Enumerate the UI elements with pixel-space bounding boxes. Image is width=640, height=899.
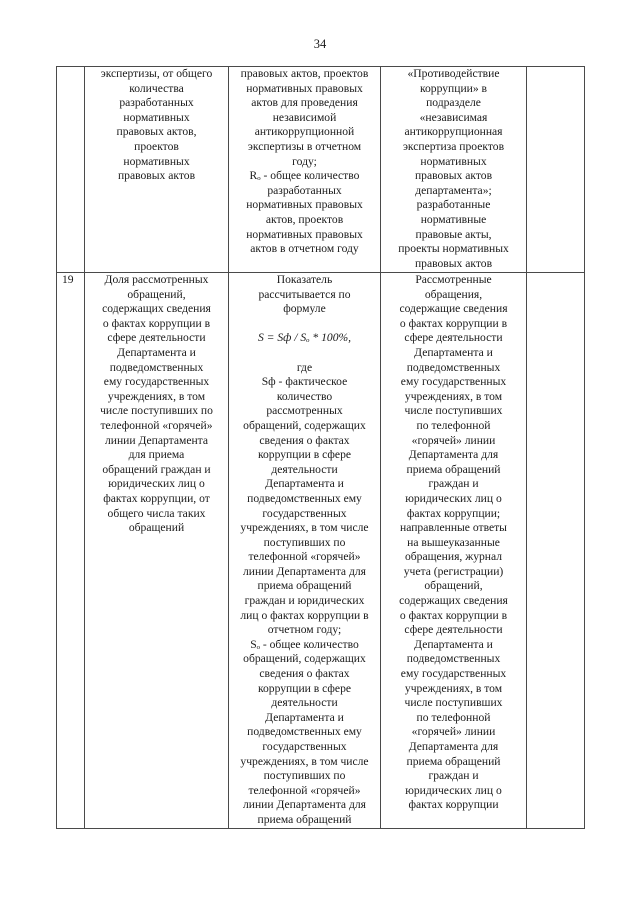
- cell-text-line: подведомственных ему: [247, 491, 362, 505]
- cell-text-line: экспертизы, от общего: [100, 67, 213, 80]
- cell-text-line: подведомственных: [406, 652, 501, 666]
- cell-text-line: сфере деятельности: [404, 623, 503, 637]
- cell-text-line: Sф - фактическое: [261, 375, 348, 389]
- cell-text-line: учреждениях, в том: [404, 681, 503, 695]
- cell-text-line: учреждениях, в том числе: [240, 754, 369, 768]
- cell-text-line: подведомственных: [109, 360, 204, 374]
- row-number-cell: [57, 67, 85, 273]
- data-source-cell: [381, 67, 527, 273]
- cell-text-line: Департамента для: [408, 740, 499, 753]
- cell-text-line: нормативных: [123, 154, 190, 168]
- cell-text-line: числе поступивших по: [100, 404, 213, 418]
- cell-text-line: «горячей» линии: [411, 433, 496, 447]
- cell-text-line: правовые акты,: [415, 227, 492, 241]
- cell-text-line: Департамента и: [265, 710, 344, 724]
- cell-text-line: сведения о фактах: [259, 667, 350, 681]
- cell-text-line: юридических лиц о: [405, 491, 502, 505]
- cell-text-line: рассмотренных: [266, 404, 343, 418]
- cell-text-line: граждан и: [428, 477, 479, 491]
- table-row: [57, 273, 585, 829]
- cell-text-line: коррупции в сфере: [257, 448, 352, 462]
- cell-text-line: содержащие сведения: [399, 302, 508, 316]
- cell-text-line: о фактах коррупции в: [399, 316, 508, 330]
- cell-text-line: Показатель: [276, 273, 333, 286]
- cell-text-line: правовых актов,: [116, 125, 197, 139]
- cell-text-line: коррупции» в: [419, 81, 488, 95]
- cell-text-line: количества: [129, 81, 184, 95]
- cell-text-line: для приема: [128, 448, 185, 462]
- cell-text-line: обращения,: [424, 287, 483, 301]
- cell-text-line: Департамента для: [408, 448, 499, 462]
- cell-text-line: о фактах коррупции в: [102, 316, 211, 330]
- cell-text-line: количество: [276, 389, 333, 403]
- cell-text-line: государственных: [262, 740, 347, 753]
- indicator-table: [56, 66, 585, 829]
- cell-text-line: линии Департамента для: [242, 798, 366, 812]
- cell-text-line: ему государственных: [103, 375, 210, 389]
- cell-text-line: обращения, журнал: [404, 550, 503, 564]
- cell-text-line: направленные ответы: [400, 521, 507, 535]
- row-number-cell: 19: [57, 273, 85, 829]
- cell-text-line: нормативных: [420, 154, 487, 168]
- cell-text-line: юридических лиц о: [108, 477, 205, 491]
- cell-text-line: деятельности: [271, 696, 338, 710]
- cell-text-line: юридических лиц о: [405, 783, 502, 797]
- cell-text-line: обращений, содержащих: [243, 652, 366, 666]
- cell-text-line: обращений, содержащих: [243, 418, 366, 432]
- cell-text-line: актов для проведения: [251, 96, 358, 110]
- cell-text-line: ему государственных: [400, 667, 507, 681]
- cell-text-line: числе поступивших: [404, 404, 503, 418]
- cell-text-line: общего числа таких: [107, 506, 206, 520]
- cell-text-line: правовых актов: [414, 256, 493, 270]
- cell-text-line: «горячей» линии: [411, 725, 496, 739]
- cell-text-line: подведомственных: [406, 360, 501, 374]
- cell-text-line: разработанных: [119, 96, 194, 110]
- cell-text-line: нормативных: [123, 110, 190, 124]
- cell-text-line: государственных: [262, 506, 347, 520]
- calculation-method-cell: [229, 273, 381, 829]
- cell-text-line: нормативных правовых: [246, 81, 363, 95]
- cell-text-line: Доля рассмотренных: [104, 273, 209, 286]
- cell-text-line: «независимая: [419, 110, 488, 124]
- cell-text-line: обращений,: [127, 287, 186, 301]
- cell-text-line: по телефонной: [416, 418, 491, 432]
- cell-text-line: линии Департамента: [104, 433, 209, 447]
- cell-text-line: телефонной «горячей»: [100, 418, 213, 432]
- cell-text-line: коррупции в сфере: [257, 681, 352, 695]
- cell-text-line: антикоррупционной: [254, 125, 355, 139]
- cell-text-line: числе поступивших: [404, 696, 503, 710]
- extra-cell: [527, 67, 585, 273]
- cell-text-line: сфере деятельности: [107, 331, 206, 345]
- cell-text-line: учреждениях, в том: [404, 389, 503, 403]
- cell-text-line: где: [296, 360, 313, 374]
- cell-text-line: приема обращений: [406, 754, 501, 768]
- cell-text-line: Rₒ - общее количество: [249, 169, 360, 183]
- cell-text-line: формуле: [283, 302, 326, 316]
- cell-text-line: обращений граждан и: [102, 462, 211, 476]
- cell-text-line: нормативных правовых: [246, 227, 363, 241]
- cell-text-line: по телефонной: [416, 710, 491, 724]
- data-source-cell: [381, 273, 527, 829]
- cell-text-line: подведомственных ему: [247, 725, 362, 739]
- cell-text-line: правовых актов, проектов: [240, 67, 369, 80]
- cell-text-line: содержащих сведения: [399, 594, 508, 608]
- cell-text-line: на вышеуказанные: [407, 535, 500, 549]
- cell-text-line: разработанные: [416, 198, 491, 212]
- cell-text-line: Департамента и: [117, 345, 196, 359]
- cell-text-line: нормативные: [420, 212, 487, 226]
- cell-text-line: проекты нормативных: [398, 242, 509, 256]
- cell-text-line: рассчитывается по: [258, 287, 351, 301]
- cell-text-line: обращений,: [424, 579, 483, 593]
- calculation-method-cell: [229, 67, 381, 273]
- cell-text-line: экспертиза проектов: [402, 139, 505, 153]
- cell-text-line: нормативных правовых: [246, 198, 363, 212]
- cell-text-line: фактах коррупции, от: [103, 491, 210, 505]
- cell-text-line: сведения о фактах: [259, 433, 350, 447]
- cell-text-line: разработанных: [267, 183, 342, 197]
- formula-text: S = Sф / Sₒ * 100%,: [257, 331, 352, 345]
- cell-text-line: приема обращений: [406, 462, 501, 476]
- cell-text-line: приема обращений: [257, 579, 352, 593]
- cell-text-line: поступивших по: [263, 769, 346, 783]
- cell-text-line: Рассмотренные: [415, 273, 492, 286]
- cell-text-line: ему государственных: [400, 375, 507, 389]
- cell-text-line: деятельности: [271, 462, 338, 476]
- cell-text-line: телефонной «горячей»: [248, 783, 361, 797]
- cell-text-line: линии Департамента для: [242, 564, 366, 578]
- cell-text-line: экспертизы в отчетном: [247, 139, 362, 153]
- cell-text-line: подразделе: [426, 96, 481, 110]
- indicator-name-cell: [85, 67, 229, 273]
- cell-text-line: «Противодействие: [407, 67, 500, 80]
- cell-text-line: правовых актов: [117, 169, 196, 183]
- table-row: [57, 67, 585, 273]
- cell-text-line: лиц о фактах коррупции в: [240, 608, 369, 622]
- cell-text-line: проектов: [134, 139, 179, 153]
- cell-text-line: содержащих сведения: [102, 302, 211, 316]
- cell-text-line: актов в отчетном году: [250, 242, 359, 256]
- cell-text-line: независимой: [272, 110, 337, 124]
- indicator-name-cell: [85, 273, 229, 829]
- cell-text-line: департамента»;: [415, 183, 492, 197]
- cell-text-line: Департамента и: [414, 345, 493, 359]
- cell-text-line: Sₒ - общее количество: [250, 637, 359, 651]
- cell-text-line: о фактах коррупции в: [399, 608, 508, 622]
- cell-text-line: году;: [292, 154, 317, 168]
- extra-cell: [527, 273, 585, 829]
- page-number: 34: [313, 37, 327, 51]
- cell-text-line: актов, проектов: [265, 212, 344, 226]
- cell-text-line: граждан и юридических: [244, 594, 365, 608]
- cell-text-line: учета (регистрации): [403, 564, 504, 578]
- cell-text-line: фактах коррупции: [408, 798, 499, 812]
- cell-text-line: учреждениях, в том числе: [240, 521, 369, 535]
- cell-text-line: сфере деятельности: [404, 331, 503, 345]
- cell-text-line: Департамента и: [265, 477, 344, 491]
- cell-text-line: правовых актов: [414, 169, 493, 183]
- cell-text-line: антикоррупционная: [404, 125, 503, 139]
- cell-text-line: фактах коррупции;: [406, 506, 501, 520]
- cell-text-line: отчетном году;: [267, 623, 342, 637]
- cell-text-line: поступивших по: [263, 535, 346, 549]
- cell-text-line: обращений: [128, 521, 185, 535]
- cell-text-line: телефонной «горячей»: [248, 550, 361, 564]
- cell-text-line: приема обращений: [257, 812, 352, 826]
- cell-text-line: учреждениях, в том: [107, 389, 206, 403]
- cell-text-line: Департамента и: [414, 637, 493, 651]
- cell-text-line: граждан и: [428, 769, 479, 783]
